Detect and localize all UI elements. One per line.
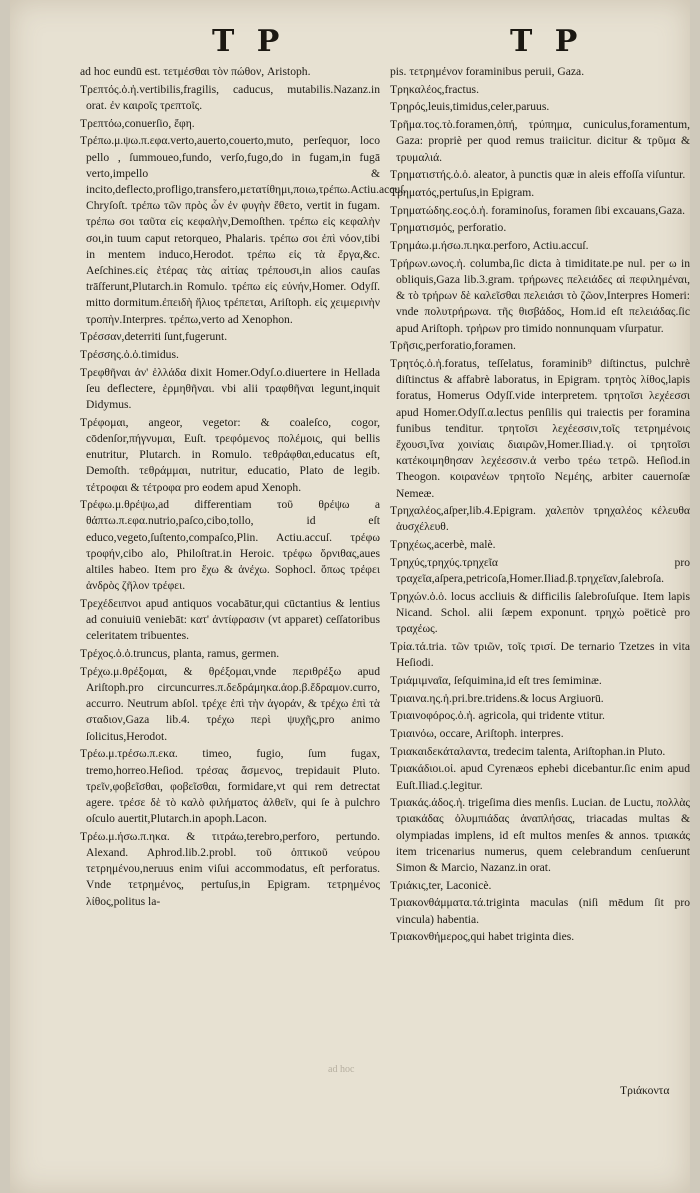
dictionary-entry: Τρέχω.μ.θρέξομαι, & θρέξομαι,vnde περιθρέξω apud Ariſtoph.pro circuncurres.π.δεδράμηκα.ἀορ.β.ἔδραμον.curro, accurro. Neutrum abſol. τρέχε ἐπὶ τὴν ἀγοράν, & τρέχω ἐπὶ τὰ σταδιον,Gaza lib.4. τρέχω περὶ ψυχῆς,pro animo ſolicitus,Herodot. bbox=[80, 664, 380, 743]
catchword: Τριάκοντα bbox=[620, 1084, 670, 1097]
dictionary-entry: Τριαινοφόρος.ὁ.ἡ. agricola, qui tridente vtitur. bbox=[390, 709, 605, 723]
dictionary-entry: Τρῆσις,perforatio,foramen. bbox=[390, 339, 516, 353]
dictionary-entry: Τρηκαλέος,fractus. bbox=[390, 82, 479, 96]
dictionary-entry: Τρεφθῆναι ἀν' ἑλλάδα dixit Homer.Odyſ.o.diuertere in Hellada ſeu deflectere, ἑρμηθῆναι. vbi alii τραφθῆναι legunt,inquit Didymus. bbox=[80, 365, 380, 412]
dictionary-entry: Τρέω.μ.ήσω.π.ηκα. & τιτράω,terebro,perforo, pertundo. Alexand. Aphrod.lib.2.probl. τοῦ ὀπτικοῦ νεύρου τετρημένου,neruus enim viſui accommodatus, eſt perforatus. Vnde τετρημένος, pertuſus,in Epigram. τετρημένος λίθος,politus la- bbox=[80, 829, 380, 908]
dictionary-entry: Τριάμιμναῖα, ſeſquimina,id eſt tres ſemiminæ. bbox=[390, 673, 602, 687]
dictionary-entry: Τριαινα.ης.ἡ.pri.bre.tridens.& locus Argiuorū. bbox=[390, 691, 604, 705]
dictionary-entry: Τρέω.μ.τρέσω.π.εκα. timeo, fugio, ſum fugax, tremo,horreo.Heſiod. τρέσας ἄσμενος, trepidauit Pluto. τρεῖν,φοβεῖσθαι, φοβεῖσθαι, formidare,vt qui rem detrectat agere. τρέσε δὲ τὸ καλὸ φιλήματος ἀλθεῖν, qui ſe à pulchro oſculo auertit,Plutarch.in apoph.Lacon. bbox=[80, 747, 380, 826]
running-head-left: T P bbox=[212, 24, 286, 59]
dictionary-entry: Τρηματός,pertuſus,in Epigram. bbox=[390, 185, 535, 199]
dictionary-entry: Τρία.τά.tria. τῶν τριῶν, τοῖς τρισί. De ternario Tzetzes in vita Heſiodi. bbox=[390, 639, 690, 670]
dictionary-entry: Τριαινόω, occare, Ariſtoph. interpres. bbox=[390, 726, 564, 740]
dictionary-entry: Τριάκις,ter, Laconicè. bbox=[390, 878, 492, 892]
dictionary-entry: Τρεχέδειπνοι apud antiquos vocabātur,qui cūctantius & lentius ad conuiuiū veniebāt: κατ' ἀντίφρασιν (vt apparet) ceſſatoribus celeritatem tribuentes. bbox=[80, 597, 380, 643]
dictionary-entry: Τρέπω.μ.ψω.π.εφα.verto,auerto,couerto,muto, perſequor, loco pello , ſummoueo,fundo, verſo,fugo,do in fugam,in fugā verto,impello & incito,deflecto,profligo,transfero,μετατίθημι,ποιω,τρέπω.Actiu.accuſ. Chryſoſt. τρέπω τῶν πρὸς ὧν ἐν φυγὴν ἔθετο, vertit in fugam. τρέπω σοι ταῦτα εἰς κεφαλὴν,Demoſthen. τρέπω εἰς κεφαλὴν σοι,in tuum caput retorqueo, Phalaris. τρέπω σοι ἐπὶ νόον,tibi in mentem induco,Herodot. τρέπω εἰς τὰ ἔργα,&c. Aeſchines.εἰς ἑτέρας τὰς αἰτίας τρέπουσι,in alios cauſas trāſferunt,Plutarch.in Romulo. τρέπω εἰς εὐνήν,Homer. Odyſſ. mitto dormitum.ἐπειδὴ ἥλιος τρέπεται, Ariſtoph. εἰς χειμερινὴν τροπὴν.Interpres. τρέπω,verto ad Xenophon. bbox=[80, 134, 407, 326]
dictionary-entry: Τρέσσης.ὁ.ὁ.timidus. bbox=[80, 347, 179, 361]
running-head-right: T P bbox=[510, 24, 584, 59]
dictionary-entry: Τρητός.ὁ.ἡ.foratus, teſſelatus, foraminib⁹ diſtinctus, pulchrè diſtinctus & affabrè laboratus, in Epigram. τρητὸς λίθος,lapis foratus, Homerus Odyſſ.vide interpretem. τρητοῖσι λεχέεσσι apud Homer.Odyſſ.α.lectus penſilis qui traiectis per foramina funibus tenditur. τρητοῖσι λεχέεσσιν,τοῖς τετρημένοις ἔχουσι,ἵνα χοινίαις διαιρῶν,Homer.Iliad.γ. οἱ τρητοῖσι κατέκοιμηθησαν λεχέεσσιν.ἀ verbo τρέω τετρῶ. Heſiod.in Theogon. κοιρανέων τρητοῖο Νεμέης, arbiter cauernoſæ Nemeæ. bbox=[390, 356, 690, 500]
dictionary-entry: Τρημάω.μ.ήσω.π.ηκα.perforo, Actiu.accuſ. bbox=[390, 239, 589, 253]
left-column bbox=[80, 64, 407, 911]
show-through-text: ad hoc bbox=[328, 1064, 355, 1075]
dictionary-entry: Τριακονθάμματα.τά.triginta maculas (niſi mēdum ſit pro vincula) habentia. bbox=[390, 896, 690, 926]
dictionary-entry: ad hoc eundū est. τετμέσθαι τὸν πώθον, Aristoph. bbox=[80, 65, 311, 78]
dictionary-entry: Τρηματισμός, perforatio. bbox=[390, 221, 507, 235]
dictionary-entry: Τρήρων.ωνος.ἡ. columba,ſic dicta à timiditate.pe nul. per ω in obliquis,Gaza lib.3.gram. τρήρωνες πελειάδες αἱ πεφιλημέναι, & τὸ τρήρων δὲ καλεῖσθαι πελειάσι τὸ ζῶον,Interpres Homeri: vnde πολυτρήρωνα. τῆς θισβάδος, Hom.id eſt πελειάδας.ſic apud Ariſtoph. τρήρων pro timido nonnunquam vſurpatur. bbox=[390, 256, 690, 335]
book-page bbox=[10, 0, 690, 1193]
dictionary-entry: Τρηχύς,τρηχύς.τρηχεῖα pro τραχεῖα,aſpera,petricoſa,Homer.Iliad.β.τρηχεῖαν,ſalebroſa. bbox=[390, 555, 690, 586]
dictionary-entry: Τρηρός,leuis,timidus,celer,paruus. bbox=[390, 100, 550, 114]
dictionary-entry: Τρηχαλέος,aſper,lib.4.Epigram. χαλεπὸν τρηχαλέος κέλευθα ἀυσχέλευθ. bbox=[390, 504, 690, 534]
dictionary-entry: Τριακαιδεκάταλαντα, tredecim talenta, Ariſtophan.in Pluto. bbox=[390, 744, 666, 758]
dictionary-entry: Τριακάδιοι.οἱ. apud Cyrenæos ephebi dicebantur.ſic enim apud Euſt.Iliad.ϛ.legitur. bbox=[390, 762, 690, 792]
dictionary-entry: Τρηματώδης.εος.ὁ.ἡ. foraminoſus, foramen ſibi excauans,Gaza. bbox=[390, 203, 686, 217]
dictionary-entry: Τρηχέως,acerbè, malè. bbox=[390, 538, 496, 552]
dictionary-entry: pis. τετρημένον foraminibus peruii, Gaza. bbox=[390, 65, 585, 78]
dictionary-entry: Τριακάς.άδος.ἡ. trigeſima dies menſis. Lucian. de Luctu, πολλὰς τριακάδας ὁλυμπιάδας ἀναπλήσας, triacadas multas & olympiadas implens, id eſt multos menſes & annos. τριακάς item tricenarius numerus, quem celebrandum cenſuerunt Simon & Marcio, Nazanz.in orat. bbox=[390, 796, 690, 875]
dictionary-entry: Τρεπτόω,conuerſio, ἔφη. bbox=[80, 116, 195, 130]
right-column bbox=[390, 64, 690, 947]
dictionary-entry: Τριακονθήμερος,qui habet triginta dies. bbox=[390, 930, 575, 944]
dictionary-entry: Τρηματιστής.ὁ.ὁ. aleator, à punctis quæ in aleis effoſſa viſuntur. bbox=[390, 168, 686, 182]
dictionary-entry: Τρηχών.ὁ.ὁ. locus accliuis & difficilis ſalebroſuſque. Item lapis Nicand. Schol. alii ſæpem exponunt. τρηχὼ poëticè pro τραχέως. bbox=[390, 589, 690, 636]
dictionary-entry: Τρέσσαν,deterriti ſunt,fugerunt. bbox=[80, 330, 228, 344]
dictionary-entry: Τρεπτός.ὁ.ἡ.vertibilis,fragilis, caducus, mutabilis.Nazanz.in orat. ἐν καιροῖς τρεπτοῖς. bbox=[80, 82, 380, 112]
dictionary-entry: Τρῆμα.τος.τὸ.foramen,ὀπή, τρύπημα, cuniculus,foramentum, Gaza: propriè per quod remus traiicitur. dicitur & τρῦμα & τρυμαλιά. bbox=[390, 118, 690, 164]
dictionary-entry: Τρέχος.ὁ.ὁ.truncus, planta, ramus, germen. bbox=[80, 647, 280, 661]
dictionary-entry: Τρέφομαι, angeor, vegetor: & coaleſco, cogor, cōdenſor,πήγνυμαι, Euſt. τρεφόμενος πολέμοις, qui bellis enutritur, Plutarch. in Romulo. τεθράφθαι,educatus eſt, Demoſth. τεθράμμαι, nutritur, educatio, Plato de legib. τέτροφαι & τέτροφα pro eodem apud Xenoph. bbox=[80, 415, 380, 494]
dictionary-entry: Τρέφω.μ.θρέψω,ad differentiam τοῦ θρέψω a θάπτω.π.εφα.nutrio,paſco,cibo,tollo, id eſt educo,vegeto,ſuſtento,compaſco,Plin. Actiu.accuſ. τρέφω τροφήν,cibo alo, Philoſtrat.in Heroic. τρέφω ὄρνιθας,aues altiles habeo. Item pro ἔχω & ἀνέχω. Sophocl. ὅπως τρέφει ἀνδρὸς ζῆλον τρέφει. bbox=[80, 498, 380, 593]
